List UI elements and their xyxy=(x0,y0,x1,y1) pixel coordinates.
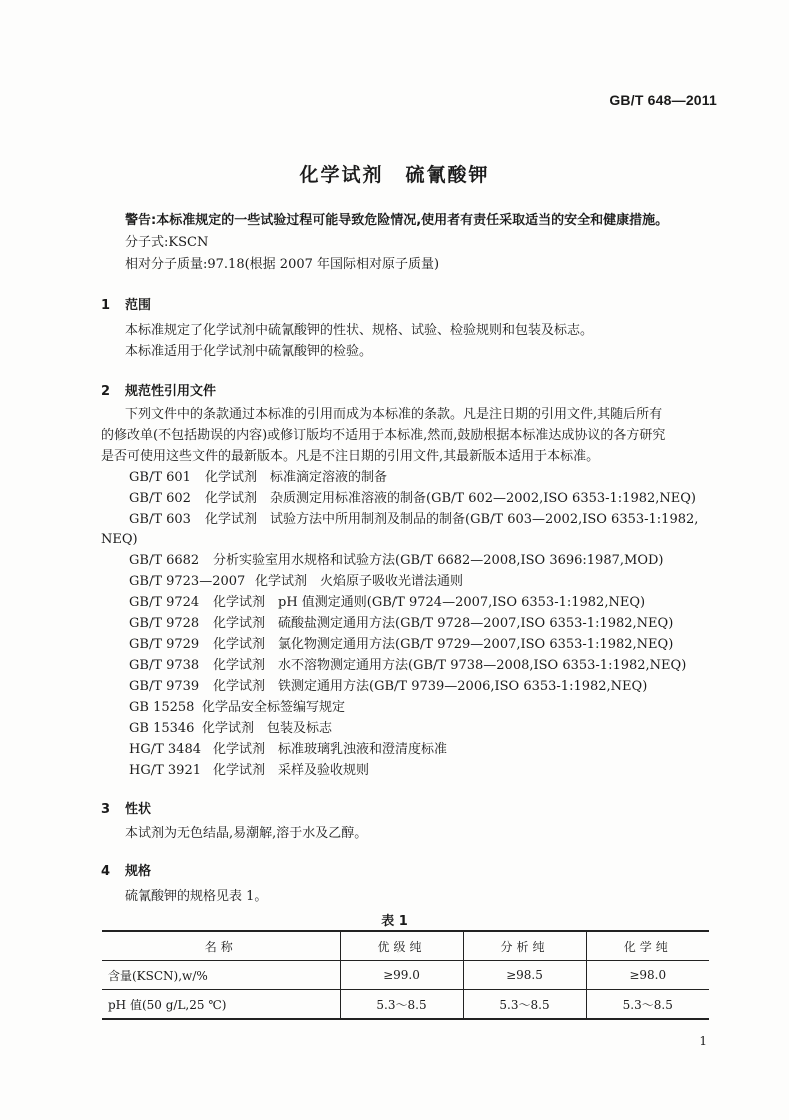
reference-item xyxy=(129,490,696,508)
table-cell: ≥99.0 xyxy=(340,961,463,990)
reference-item xyxy=(129,678,647,696)
reference-code: GB/T 9728 xyxy=(129,616,200,631)
reference-text: 化学品安全标签编写规定 xyxy=(202,700,346,715)
reference-item xyxy=(129,636,673,654)
table-header-row xyxy=(102,931,709,961)
section-3-heading xyxy=(101,798,151,817)
reference-code: GB/T 9739 xyxy=(129,679,200,694)
reference-text: 化学试剂 标准滴定溶液的制备 xyxy=(205,470,388,485)
section-1-heading xyxy=(101,294,151,313)
paragraph: 下列文件中的条款通过本标准的引用而成为本标准的条款。凡是注日期的引用文件,其随后所有 xyxy=(125,407,663,422)
reference-text: 化学试剂 火焰原子吸收光谱法通则 xyxy=(255,574,464,589)
reference-item xyxy=(129,573,463,591)
reference-item xyxy=(129,762,369,780)
reference-code: HG/T 3484 xyxy=(129,742,201,757)
reference-text: 化学试剂 硫酸盐测定通用方法(GB/T 9728—2007,ISO 6353-1:1982,NEQ) xyxy=(213,616,674,631)
reference-text: 化学试剂 采样及验收规则 xyxy=(213,763,370,778)
standard-code: GB/T 648—2011 xyxy=(609,92,717,108)
reference-text: 化学试剂 pH 值测定通则(GB/T 9724—2007,ISO 6353-1:1982,NEQ) xyxy=(213,595,646,610)
specification-table xyxy=(102,930,709,1020)
column-header: 分析纯 xyxy=(463,931,586,961)
reference-item xyxy=(129,511,698,529)
column-header: 优级纯 xyxy=(340,931,463,961)
section-number: 2 xyxy=(101,384,111,399)
table-row xyxy=(102,990,709,1020)
paragraph: 本试剂为无色结晶,易潮解,溶于水及乙醇。 xyxy=(125,826,368,841)
table-cell: ≥98.0 xyxy=(586,961,709,990)
table-cell: ≥98.5 xyxy=(463,961,586,990)
molecular-mass: 相对分子质量:97.18(根据 2007 年国际相对原子质量) xyxy=(125,257,440,272)
reference-code: GB/T 603 xyxy=(129,512,191,527)
section-4-heading xyxy=(101,860,151,879)
safety-warning: 警告:本标准规定的一些试验过程可能导致危险情况,使用者有责任采取适当的安全和健康措施。 xyxy=(125,213,669,228)
section-title: 规格 xyxy=(125,864,152,879)
reference-code: GB/T 9723—2007 xyxy=(129,574,246,589)
reference-text: 分析实验室用水规格和试验方法(GB/T 6682—2008,ISO 3696:1987,MOD) xyxy=(213,553,664,568)
table-cell: 5.3～8.5 xyxy=(586,990,709,1020)
column-header: 名称 xyxy=(102,931,340,961)
section-number: 3 xyxy=(101,802,111,817)
table-cell: 5.3～8.5 xyxy=(340,990,463,1020)
reference-code: GB/T 6682 xyxy=(129,553,200,568)
reference-code: GB 15346 xyxy=(129,721,195,736)
reference-item xyxy=(129,720,332,738)
paragraph: 是否可使用这些文件的最新版本。凡是不注日期的引用文件,其最新版本适用于本标准。 xyxy=(101,449,600,464)
reference-item xyxy=(129,657,686,675)
paragraph: 硫氰酸钾的规格见表 1。 xyxy=(125,889,268,904)
page-number: 1 xyxy=(699,1034,707,1048)
section-title: 范围 xyxy=(125,298,152,313)
reference-continuation: NEQ) xyxy=(101,532,138,547)
reference-item xyxy=(129,615,673,633)
paragraph: 本标准规定了化学试剂中硫氰酸钾的性状、规格、试验、检验规则和包装及标志。 xyxy=(125,323,594,338)
title-part-2: 硫氰酸钾 xyxy=(405,164,490,186)
table-caption: 表 1 xyxy=(381,914,408,929)
reference-code: GB/T 602 xyxy=(129,491,191,506)
section-title: 性状 xyxy=(125,802,152,817)
reference-text: 化学试剂 试验方法中所用制剂及制品的制备(GB/T 603—2002,ISO 6353-1:1982, xyxy=(205,512,699,527)
reference-text: 化学试剂 杂质测定用标准溶液的制备(GB/T 602—2002,ISO 6353-1:1982,NEQ) xyxy=(205,491,696,506)
reference-code: GB/T 9729 xyxy=(129,637,200,652)
reference-item xyxy=(129,741,447,759)
paragraph: 的修改单(不包括勘误的内容)或修订版均不适用于本标准,然而,鼓励根据本标准达成协议的各方研究 xyxy=(101,428,666,443)
reference-code: GB/T 9724 xyxy=(129,595,200,610)
reference-code: GB 15258 xyxy=(129,700,195,715)
column-header: 化学纯 xyxy=(586,931,709,961)
reference-code: GB/T 9738 xyxy=(129,658,200,673)
section-2-heading xyxy=(101,380,216,399)
reference-text: 化学试剂 包装及标志 xyxy=(202,721,333,736)
reference-item xyxy=(129,552,663,570)
table-cell: 含量(KSCN),w/% xyxy=(102,961,340,990)
reference-item xyxy=(129,469,387,487)
reference-text: 化学试剂 标准玻璃乳浊液和澄清度标准 xyxy=(213,742,448,757)
reference-item xyxy=(129,699,345,717)
table-cell: 5.3～8.5 xyxy=(463,990,586,1020)
reference-code: HG/T 3921 xyxy=(129,763,201,778)
section-number: 1 xyxy=(101,298,111,313)
section-number: 4 xyxy=(101,864,111,879)
paragraph: 本标准适用于化学试剂中硫氰酸钾的检验。 xyxy=(125,344,373,359)
table-row xyxy=(102,961,709,990)
reference-text: 化学试剂 氯化物测定通用方法(GB/T 9729—2007,ISO 6353-1:1982,NEQ) xyxy=(213,637,674,652)
section-title: 规范性引用文件 xyxy=(125,384,217,399)
title-part-1: 化学试剂 xyxy=(299,164,384,186)
document-title xyxy=(0,160,789,187)
reference-item xyxy=(129,594,645,612)
table-cell: pH 值(50 g/L,25 ℃) xyxy=(102,990,340,1020)
reference-text: 化学试剂 铁测定通用方法(GB/T 9739—2006,ISO 6353-1:1982,NEQ) xyxy=(213,679,648,694)
reference-text: 化学试剂 水不溶物测定通用方法(GB/T 9738—2008,ISO 6353-1:1982,NEQ) xyxy=(213,658,687,673)
reference-code: GB/T 601 xyxy=(129,470,191,485)
molecular-formula: 分子式:KSCN xyxy=(125,235,209,250)
